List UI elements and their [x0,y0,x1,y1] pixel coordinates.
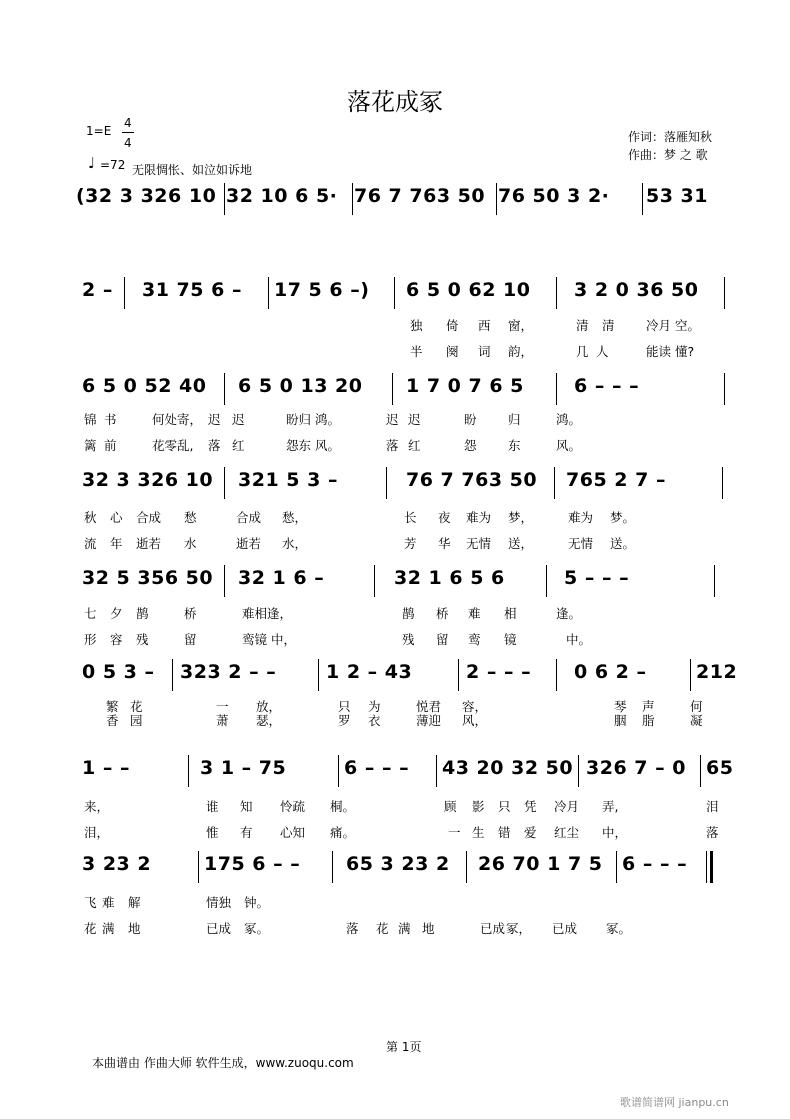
lyric-word: 合成 [236,510,262,525]
lyric-word: 梦， [508,510,534,525]
lyric-word: 花 [376,921,389,936]
measure-notes: 6 – – – [344,757,410,779]
lyric-word: 只 [498,799,511,814]
lyric-word: 怨 [464,438,477,453]
lyric-word: 逝若 [136,536,162,551]
measure-notes: 1 – – [82,757,130,779]
barline [198,851,199,883]
lyric-line [76,436,736,454]
barline [724,373,725,405]
measure-notes: 1 7 0 7 6 5 [406,375,524,397]
measure-notes: 323 2 – – [180,661,277,683]
lyric-word: 红 [408,438,421,453]
barline [546,565,547,597]
score-row [76,567,736,597]
lyric-word: 何 [690,699,703,714]
lyric-word: 鹊 [402,606,415,621]
lyric-word: 错 [498,825,511,840]
lyric-word: 清 [602,318,615,333]
lyric-word: 迟 [208,412,221,427]
lyric-word: 半 [410,344,423,359]
measure-notes: 76 7 763 50 [354,185,486,207]
lyric-word: 相 [504,606,517,621]
lyric-word: 一 [448,825,461,840]
lyric-word: 韵， [508,344,534,359]
barline [352,183,353,215]
lyric-word: 鸾 [468,632,481,647]
lyric-word: 中。 [566,632,592,647]
lyric-line [76,919,736,937]
barline [554,467,555,499]
barline [556,277,557,309]
lyric-word: 放， [256,699,282,714]
lyric-word: 园 [130,713,143,728]
composer-credit: 作曲：梦 之 歌 [628,148,708,162]
barline [386,467,387,499]
lyric-word: 痛。 [330,825,356,840]
lyric-word: 心知 [280,825,306,840]
lyric-word: 红 [232,438,245,453]
lyric-word: 弄, [602,799,619,814]
lyric-word: 谁 [206,799,219,814]
lyric-word: 鸿。 [556,412,582,427]
lyric-word: 迟 [386,412,399,427]
page-title: 落花成冢 [347,88,443,116]
barline [466,851,467,883]
measure-notes: 212 [696,661,738,683]
barline [436,755,437,787]
measure-notes: 3 23 2 [82,853,152,875]
measure-notes: 17 5 6 –) [274,279,370,301]
expression-marking: 无限惆怅、如泣如诉地 [132,163,253,177]
barline [496,183,497,215]
barline [224,183,225,215]
lyric-word: 词 [478,344,491,359]
measure-notes: 32 3 326 10 [82,469,214,491]
lyric-word: 飞 [84,895,97,910]
lyric-word: 衣 [368,713,381,728]
lyric-word: 胭 [614,713,627,728]
lyric-word: 形 [84,632,97,647]
key-signature: 1=E [86,124,112,138]
lyric-word: 已成 [206,921,232,936]
lyric-word: 落 [706,825,719,840]
lyric-line [76,630,736,648]
score-row [76,279,736,309]
lyric-word: 地 [128,921,141,936]
measure-notes: 32 1 6 – [238,567,325,589]
lyric-word: 阕 [446,344,459,359]
lyric-word: 篱 [84,438,97,453]
lyric-word: 难相逢， [242,606,293,621]
lyric-word: 顾 [444,799,457,814]
lyric-line [76,797,736,815]
measure-notes: 65 [706,757,734,779]
lyric-line [76,711,736,729]
lyric-word: 清 [576,318,589,333]
lyric-word: 琴 [614,699,627,714]
barline [578,755,579,787]
lyric-word: 芳 [404,536,417,551]
measure-notes: 321 5 3 – [238,469,338,491]
lyric-word: 七 [84,606,97,621]
final-barline-thick [710,851,713,883]
measure-notes: 0 5 3 – [82,661,155,683]
lyric-word: 长 [404,510,417,525]
lyric-word: 流 [84,536,97,551]
score-row [76,853,736,883]
barline [332,851,333,883]
barline [394,277,395,309]
lyric-word: 爱 [524,825,537,840]
lyric-word: 萧 [216,713,229,728]
lyric-line [76,893,736,911]
lyric-word: 留 [436,632,449,647]
lyric-line [76,316,736,334]
lyric-word: 花零乱, [152,438,194,453]
lyric-word: 钟。 [244,895,270,910]
measure-notes: 32 10 6 5· [226,185,338,207]
lyric-word: 冷月 空。 [646,318,700,333]
lyric-word: 东 [508,438,521,453]
barline [556,659,557,691]
lyric-word: 秋 [84,510,97,525]
lyric-word: 生 [472,825,485,840]
lyric-word: 夕 [110,606,123,621]
lyric-word: 水， [282,536,308,551]
barline [172,659,173,691]
lyric-word: 有 [240,825,253,840]
lyric-word: 怜疏 [280,799,306,814]
measure-notes: 3 1 – 75 [200,757,287,779]
measure-notes: 76 7 763 50 [406,469,538,491]
measure-notes: 32 5 356 50 [82,567,214,589]
barline [224,565,225,597]
measure-notes: 65 3 23 2 [346,853,450,875]
lyric-word: 愁， [282,510,308,525]
lyric-word: 泪 [706,799,719,814]
time-signature-divider [122,132,134,133]
barline [318,659,319,691]
lyric-word: 花 [130,699,143,714]
lyric-line [76,342,736,360]
lyric-word: 逝若 [236,536,262,551]
lyric-word: 冢。 [606,921,632,936]
measure-notes: 0 6 2 – [574,661,647,683]
lyric-word: 只 [338,699,351,714]
lyric-word: 地 [422,921,435,936]
score-row [76,185,736,215]
lyric-word: 难 [102,895,115,910]
lyric-word: 来， [84,799,110,814]
lyric-word: 留 [184,632,197,647]
lyric-word: 容， [462,699,488,714]
lyric-word: 锦 [84,412,97,427]
watermark: 歌谱简谱网 jianpu.cn [620,1096,729,1109]
lyric-word: 冢， [506,921,532,936]
barline [224,373,225,405]
lyric-word: 前 [104,438,117,453]
lyric-word: 桐。 [330,799,356,814]
lyric-word: 花 [84,921,97,936]
measure-notes: 2 – [82,279,113,301]
lyric-word: 满 [398,921,411,936]
measure-notes: 32 1 6 5 6 [394,567,505,589]
score-row [76,375,736,405]
lyric-word: 心 [110,510,123,525]
lyric-word: 风。 [556,438,582,453]
lyric-word: 能读 懂? [646,344,695,359]
barline [268,277,269,309]
lyric-line [76,410,736,428]
score-row [76,757,736,787]
lyric-line [76,508,736,526]
measure-notes: 2 – – – [466,661,532,683]
lyric-line [76,604,736,622]
measure-notes: (32 3 326 10 [76,185,217,207]
lyric-word: 倚 [446,318,459,333]
lyric-word: 鸾镜 中， [242,632,296,647]
tempo-marking: =72 [100,158,126,172]
lyric-word: 容 [110,632,123,647]
page-number: 第 1页 [386,1040,422,1054]
lyric-word: 落 [386,438,399,453]
lyric-word: 迟 [232,412,245,427]
lyric-word: 冢。 [244,921,270,936]
lyric-word: 瑟， [256,713,282,728]
lyric-word: 风， [462,713,488,728]
lyric-word: 泪， [84,825,110,840]
barline [714,565,715,597]
lyric-word: 惟 [206,825,219,840]
lyric-word: 无情 [466,536,492,551]
lyric-word: 香 [106,713,119,728]
barline [224,467,225,499]
lyric-word: 影 [472,799,485,814]
lyric-word: 书 [104,412,117,427]
barline [722,467,723,499]
final-barline-thin [706,851,707,883]
lyric-word: 归 [508,412,521,427]
lyric-word: 解 [128,895,141,910]
measure-notes: 6 5 0 52 40 [82,375,207,397]
lyric-word: 悦君 [416,699,442,714]
lyric-word: 窗， [508,318,534,333]
lyric-word: 鹊 [136,606,149,621]
barline [188,755,189,787]
barline [642,183,643,215]
lyric-word: 盼归 鸿。 [286,412,340,427]
lyric-word: 人 [596,344,609,359]
lyric-word: 盼 [464,412,477,427]
barline [392,373,393,405]
measure-notes: 326 7 – 0 [586,757,686,779]
measure-notes: 31 75 6 – [142,279,242,301]
barline [374,565,375,597]
lyric-word: 难为 [466,510,492,525]
lyric-word: 难为 [568,510,594,525]
lyric-word: 已成 [552,921,578,936]
barline [556,373,557,405]
lyric-word: 送， [508,536,534,551]
measure-notes: 6 – – – [574,375,640,397]
lyric-word: 残 [136,632,149,647]
lyric-word: 已成 [480,921,506,936]
measure-notes: 43 20 32 50 [442,757,574,779]
lyric-word: 无情 [568,536,594,551]
measure-notes: 53 31 [646,185,708,207]
barline [338,755,339,787]
lyric-word: 罗 [338,713,351,728]
lyric-word: 红尘 [554,825,580,840]
lyric-word: 中， [602,825,628,840]
barline [724,277,725,309]
lyric-word: 知 [240,799,253,814]
measure-notes: 5 – – – [564,567,630,589]
lyric-word: 桥 [436,606,449,621]
lyric-word: 何处寄， [152,412,203,427]
lyric-word: 夜 [438,510,451,525]
barline [690,659,691,691]
lyric-word: 薄迎 [416,713,442,728]
lyric-line [76,534,736,552]
score-row [76,469,736,499]
lyric-word: 几 [576,344,589,359]
lyric-word: 逢。 [556,606,582,621]
lyric-line [76,823,736,841]
lyric-word: 一 [216,699,229,714]
measure-notes: 765 2 7 – [566,469,666,491]
time-signature-bottom: 4 [124,136,132,150]
lyric-word: 声 [642,699,655,714]
measure-notes: 1 2 – 43 [326,661,413,683]
measure-notes: 3 2 0 36 50 [574,279,699,301]
barline [700,755,701,787]
lyric-word: 凝 [690,713,703,728]
lyric-word: 迟 [408,412,421,427]
lyric-word: 镜 [504,632,517,647]
quarter-note-icon: ♩ [88,154,96,172]
lyric-word: 桥 [184,606,197,621]
measure-notes: 6 – – – [622,853,688,875]
measure-notes: 6 5 0 62 10 [406,279,531,301]
lyric-word: 落 [346,921,359,936]
lyric-word: 凭 [524,799,537,814]
lyric-word: 满 [102,921,115,936]
lyric-word: 难 [468,606,481,621]
lyric-word: 愁 [184,510,197,525]
barline [124,277,125,309]
lyric-word: 梦。 [610,510,636,525]
barline [458,659,459,691]
lyric-word: 为 [368,699,381,714]
lyricist-credit: 作词：落雁知秋 [628,130,713,144]
measure-notes: 175 6 – – [204,853,301,875]
lyric-word: 脂 [642,713,655,728]
lyric-word: 西 [478,318,491,333]
lyric-word: 华 [438,536,451,551]
lyric-word: 情独 [206,895,232,910]
barline [616,851,617,883]
footer-credit: 本曲谱由 作曲大师 软件生成，www.zuoqu.com [92,1056,354,1070]
lyric-word: 年 [110,536,123,551]
lyric-word: 怨东 风。 [286,438,340,453]
measure-notes: 6 5 0 13 20 [238,375,363,397]
time-signature-top: 4 [124,116,132,130]
measure-notes: 26 70 1 7 5 [478,853,603,875]
lyric-word: 残 [402,632,415,647]
lyric-word: 送。 [610,536,636,551]
measure-notes: 76 50 3 2· [498,185,610,207]
lyric-word: 冷月 [554,799,580,814]
lyric-word: 水 [184,536,197,551]
lyric-word: 落 [208,438,221,453]
lyric-word: 繁 [106,699,119,714]
lyric-word: 合成 [136,510,162,525]
lyric-word: 独 [410,318,423,333]
score-row [76,661,736,691]
